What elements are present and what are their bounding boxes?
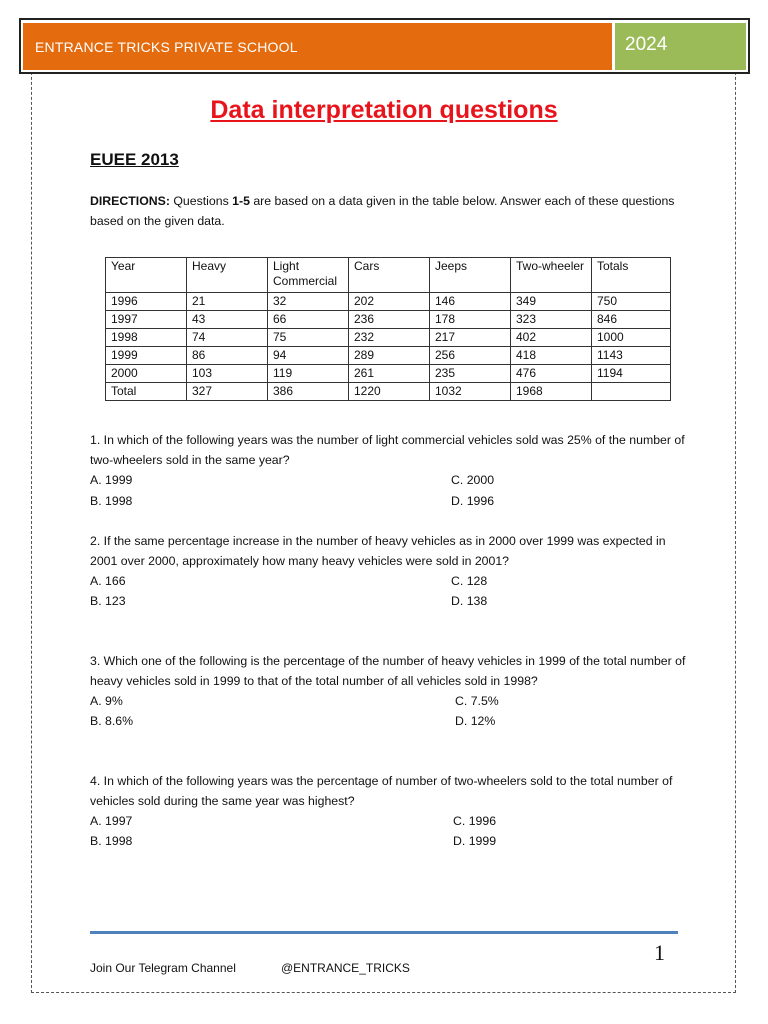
table-cell: 261 (349, 365, 430, 383)
table-header-cell: Jeeps (430, 258, 511, 293)
directions-text-2: are based on a data given in the table below. Answer each of these questions based on the given data. (90, 194, 675, 228)
vehicle-sales-table (105, 257, 671, 401)
table-cell: 1997 (106, 311, 187, 329)
header-school-name: ENTRANCE TRICKS PRIVATE SCHOOL (35, 39, 298, 55)
question-4-option-c: C. 1996 (453, 814, 497, 828)
table-cell: 289 (349, 347, 430, 365)
table-row (106, 311, 671, 329)
table-cell: 94 (268, 347, 349, 365)
table-cell: 402 (511, 329, 592, 347)
table-row (106, 293, 671, 311)
table-cell: 43 (187, 311, 268, 329)
table-cell: 2000 (106, 365, 187, 383)
page-header (19, 18, 750, 74)
header-school-bar (23, 23, 612, 70)
table-total-row (106, 383, 671, 401)
table-row (106, 365, 671, 383)
footer-telegram-text: Join Our Telegram Channel (90, 961, 236, 975)
table-cell: 146 (430, 293, 511, 311)
question-4-text: 4. In which of the following years was the percentage of number of two-wheelers sold to the total number of vehicles sold during the same year was highest? (90, 774, 673, 808)
table-cell: 1194 (592, 365, 671, 383)
table-cell: 202 (349, 293, 430, 311)
table-cell: 323 (511, 311, 592, 329)
document-title: Data interpretation questions (210, 96, 558, 124)
table-cell: 256 (430, 347, 511, 365)
table-header-cell: Light Commercial (268, 258, 349, 293)
table-cell: 74 (187, 329, 268, 347)
question-2-option-a: A. 166 (90, 574, 126, 588)
table-cell: 178 (430, 311, 511, 329)
directions-range: 1-5 (232, 194, 250, 208)
table-cell: 418 (511, 347, 592, 365)
footer-telegram-handle[interactable]: @ENTRANCE_TRICKS (281, 961, 410, 975)
table-header-cell: Year (106, 258, 187, 293)
question-2-text: 2. If the same percentage increase in the number of heavy vehicles as in 2000 over 1999 was expected in 2001 over 2000, approximately how many heavy vehicles were sold in 2001? (90, 534, 666, 568)
table-cell: 1220 (349, 383, 430, 401)
footer-divider (90, 931, 678, 934)
question-3-option-a: A. 9% (90, 694, 123, 708)
table-cell: 1143 (592, 347, 671, 365)
question-1-option-b: B. 1998 (90, 494, 133, 508)
table-cell: 232 (349, 329, 430, 347)
table-header-row (106, 258, 671, 293)
table-cell: 66 (268, 311, 349, 329)
question-1-text: 1. In which of the following years was the number of light commercial vehicles sold was 25% of the number of two-wheelers sold in the same year? (90, 433, 685, 467)
directions-label: DIRECTIONS: (90, 194, 170, 208)
table-row (106, 329, 671, 347)
table-cell: Total (106, 383, 187, 401)
directions-text-1: Questions (169, 194, 233, 208)
table-cell: 236 (349, 311, 430, 329)
table-cell: 1000 (592, 329, 671, 347)
table-header-cell: Cars (349, 258, 430, 293)
question-3-option-b: B. 8.6% (90, 714, 134, 728)
table-header-cell: Totals (592, 258, 671, 293)
question-4-option-a: A. 1997 (90, 814, 133, 828)
table-header-cell: Heavy (187, 258, 268, 293)
page-number: 1 (654, 940, 665, 965)
question-1-option-c: C. 2000 (451, 473, 495, 487)
question-2-option-d: D. 138 (451, 594, 488, 608)
table-cell: 750 (592, 293, 671, 311)
table-cell: 846 (592, 311, 671, 329)
table-cell: 103 (187, 365, 268, 383)
header-year: 2024 (625, 34, 668, 55)
table-cell: 21 (187, 293, 268, 311)
table-cell: 86 (187, 347, 268, 365)
table-cell: 1032 (430, 383, 511, 401)
table-cell (592, 383, 671, 401)
table-cell: 386 (268, 383, 349, 401)
table-cell: 349 (511, 293, 592, 311)
table-cell: 119 (268, 365, 349, 383)
table-cell: 1996 (106, 293, 187, 311)
question-2-option-b: B. 123 (90, 594, 126, 608)
table-cell: 1968 (511, 383, 592, 401)
table-cell: 235 (430, 365, 511, 383)
table-cell: 75 (268, 329, 349, 347)
table-cell: 327 (187, 383, 268, 401)
table-cell: 32 (268, 293, 349, 311)
table-cell: 217 (430, 329, 511, 347)
question-3-text: 3. Which one of the following is the percentage of the number of heavy vehicles in 1999 of the total number of heavy vehicles sold in 1999 to that of the total number of all vehicles sold in 1998? (90, 654, 686, 688)
table-cell: 1998 (106, 329, 187, 347)
question-3-option-d: D. 12% (455, 714, 496, 728)
table-header-cell: Two-wheeler (511, 258, 592, 293)
page-border (31, 32, 736, 993)
header-year-box (615, 23, 746, 70)
section-title: EUEE 2013 (90, 150, 179, 169)
table-cell: 476 (511, 365, 592, 383)
table-row (106, 347, 671, 365)
question-3-option-c: C. 7.5% (455, 694, 499, 708)
table-cell: 1999 (106, 347, 187, 365)
question-1-option-a: A. 1999 (90, 473, 133, 487)
question-4-option-b: B. 1998 (90, 834, 133, 848)
directions-paragraph (90, 191, 690, 231)
question-2-option-c: C. 128 (451, 574, 488, 588)
question-4-option-d: D. 1999 (453, 834, 497, 848)
question-1-option-d: D. 1996 (451, 494, 495, 508)
